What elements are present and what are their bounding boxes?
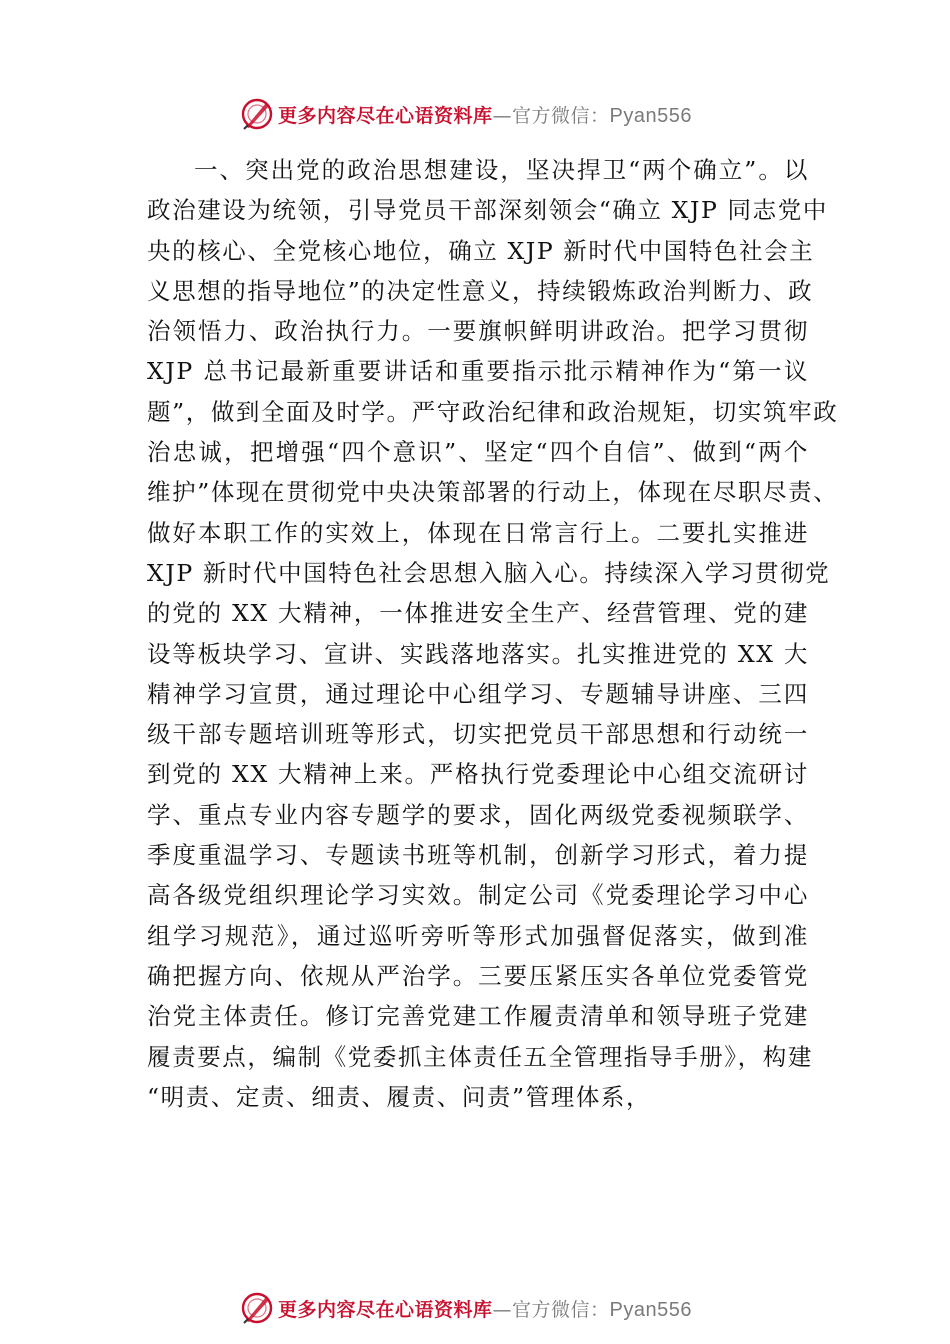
paragraph-line: 学、重点专业内容专题学的要求，固化两级党委视频联学、 bbox=[147, 800, 809, 829]
paragraph-line: 季度重温学习、专题读书班等机制，创新学习形式，着力提 bbox=[147, 841, 809, 870]
paragraph-line: 一、突出党的政治思想建设，坚决捍卫“两个确立”。以 bbox=[194, 156, 809, 184]
paragraph-line: 的党的 XX 大精神，一体推进安全生产、经营管理、党的建 bbox=[147, 599, 809, 628]
paragraph-line: 题”，做到全面及时学。严守政治纪律和政治规矩，切实筑牢政 bbox=[147, 397, 839, 426]
quill-pen-seal-icon bbox=[240, 97, 274, 131]
watermark-brand: 更多内容尽在心语资料库 bbox=[278, 1298, 493, 1321]
paragraph-line: 维护”体现在贯彻党中央决策部署的行动上，体现在尽职尽责、 bbox=[147, 478, 839, 507]
watermark-banner-bottom bbox=[240, 1290, 760, 1326]
paragraph-line: 做好本职工作的实效上，体现在日常言行上。二要扎实推进 bbox=[147, 518, 809, 547]
paragraph-line: “明责、定责、细责、履责、问责”管理体系， bbox=[147, 1082, 652, 1111]
paragraph-line: 政治建设为统领，引导党员干部深刻领会“确立 XJP 同志党中 bbox=[147, 196, 828, 225]
paragraph-line: 治党主体责任。修订完善党建工作履责清单和领导班子党建 bbox=[147, 1002, 809, 1031]
watermark-separator: — bbox=[492, 104, 513, 127]
paragraph-line: 履责要点，编制《党委抓主体责任五全管理指导手册》，构建 bbox=[147, 1042, 813, 1071]
paragraph-line: 央的核心、全党核心地位，确立 XJP 新时代中国特色社会主 bbox=[147, 236, 815, 265]
paragraph-line: 级干部专题培训班等形式，切实把党员干部思想和行动统一 bbox=[147, 720, 809, 749]
paragraph-line: XJP 新时代中国特色社会思想入脑入心。持续深入学习贯彻党 bbox=[147, 558, 831, 587]
watermark-separator: — bbox=[492, 1298, 513, 1321]
watermark-text bbox=[278, 1295, 692, 1322]
paragraph-line: 治领悟力、政治执行力。一要旗帜鲜明讲政治。把学习贯彻 bbox=[147, 317, 809, 346]
document-body bbox=[147, 150, 839, 1117]
watermark-wechat-id: Pyan556 bbox=[609, 104, 692, 127]
paragraph-line: 治忠诚，把增强“四个意识”、坚定“四个自信”、做到“两个 bbox=[147, 438, 809, 467]
watermark-text bbox=[278, 101, 692, 128]
watermark-banner-top bbox=[240, 96, 760, 132]
watermark-brand: 更多内容尽在心语资料库 bbox=[278, 104, 493, 127]
paragraph-line: 高各级党组织理论学习实效。制定公司《党委理论学习中心 bbox=[147, 881, 809, 910]
paragraph-line: 到党的 XX 大精神上来。严格执行党委理论中心组交流研讨 bbox=[147, 760, 809, 789]
paragraph-line: XJP 总书记最新重要讲话和重要指示批示精神作为“第一议 bbox=[147, 357, 809, 386]
paragraph-line: 确把握方向、依规从严治学。三要压紧压实各单位党委管党 bbox=[147, 961, 809, 990]
watermark-label: 官方微信： bbox=[512, 104, 610, 127]
paragraph-line: 精神学习宣贯，通过理论中心组学习、专题辅导讲座、三四 bbox=[147, 679, 809, 708]
paragraph-line: 义思想的指导地位”的决定性意义，持续锻炼政治判断力、政 bbox=[147, 276, 814, 305]
watermark-wechat-id: Pyan556 bbox=[609, 1298, 692, 1321]
watermark-label: 官方微信： bbox=[512, 1298, 610, 1321]
paragraph-line: 组学习规范》，通过巡听旁听等形式加强督促落实，做到准 bbox=[147, 921, 809, 950]
quill-pen-seal-icon bbox=[240, 1291, 274, 1325]
paragraph-line: 设等板块学习、宣讲、实践落地落实。扎实推进党的 XX 大 bbox=[147, 639, 809, 668]
